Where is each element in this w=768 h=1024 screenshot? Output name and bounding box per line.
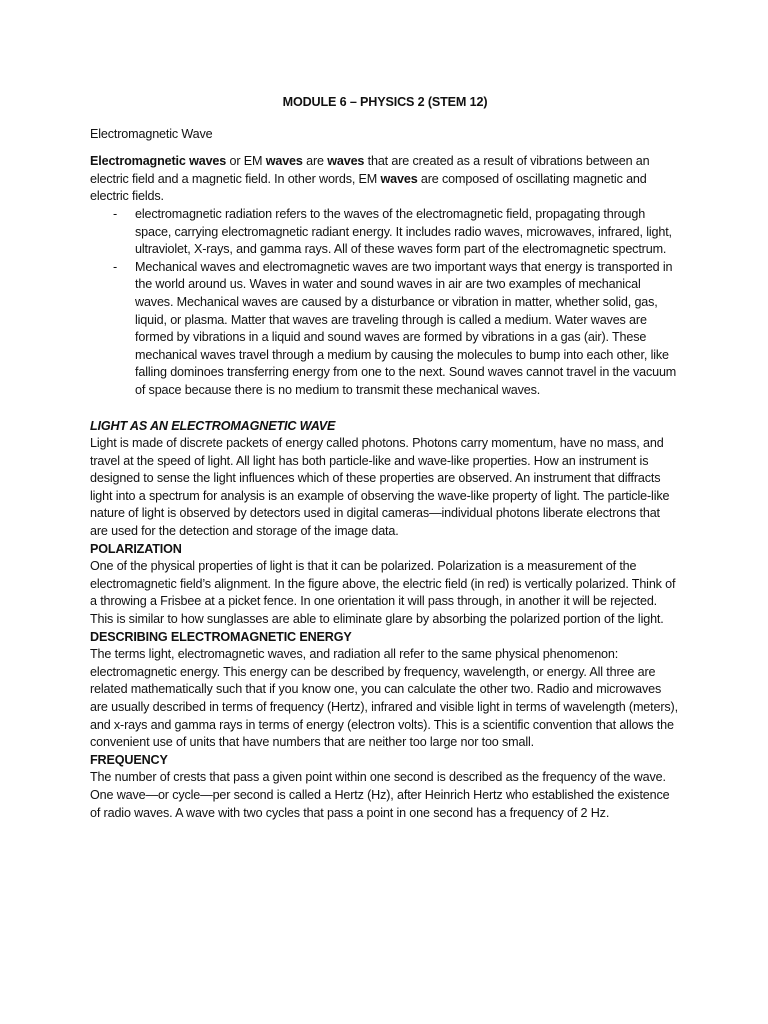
document-page [90, 94, 680, 822]
list-item-text: Mechanical waves and electromagnetic waves are two important ways that energy is transported in the world around us. Waves in water and sound waves in air are two examples of mechanical waves. Mechanical waves are caused by a disturbance or vibration in matter, whether solid, gas, liquid, or plasma. Matter that waves are traveling through is called a medium. Water waves are formed by vibrations in a liquid and sound waves are formed by vibrations in a gas (air). These mechanical waves travel through a medium by causing the molecules to bump into each other, like falling dominoes transferring energy from one to the next. Sound waves cannot travel in the vacuum of space because there is no medium to transmit these mechanical waves. [135, 259, 677, 397]
intro-bold-term: waves [380, 171, 418, 186]
page-subtitle: Electromagnetic Wave [90, 126, 213, 141]
section-heading-polarization: POLARIZATION [90, 541, 182, 556]
intro-text: are [302, 154, 328, 169]
list-item [90, 206, 680, 259]
intro-text: that are created as a result of vibrations between an electric field and a magnetic field. In other words, EM [90, 154, 650, 186]
intro-text: or EM [226, 154, 266, 169]
bullet-list [90, 206, 680, 400]
intro-paragraph [90, 153, 680, 206]
intro-text: are composed of oscillating magnetic and electric fields. [90, 171, 647, 204]
intro-bold-term: waves [265, 154, 303, 169]
list-item [90, 259, 680, 400]
intro-bold-term: Electromagnetic waves [90, 154, 227, 169]
bullet-dash: - [113, 206, 118, 221]
section-body-light: Light is made of discrete packets of energy called photons. Photons carry momentum, have no mass, and travel at the speed of light. All light has both particle-like and wave-like properties. How an instrument is designed to sense the light influences which of these properties are observed. An instrument that diffracts light into a spectrum for analysis is an example of observing the wave-like property of light. The particle-like nature of light is observed by detectors used in digital cameras—individual photons liberate electrons that are used for the detection and storage of the image data. [90, 436, 670, 539]
bullet-dash: - [113, 259, 118, 274]
section-body-em-energy: The terms light, electromagnetic waves, and radiation all refer to the same physical phenomenon: electromagnetic energy. This energy can be described by frequency, wavelength, or energy. All three are related mathematically such that if you know one, you can calculate the other two. Radio and microwaves are usually described in terms of frequency (Hertz), infrared and visible light in terms of wavelength (meters), and x-rays and gamma rays in terms of energy (electron volts). This is a scientific convention that allows the convenient use of units that have numbers that are neither too large nor too small. [90, 647, 678, 750]
section-heading-em-energy: DESCRIBING ELECTROMAGNETIC ENERGY [90, 629, 352, 644]
list-item-text: electromagnetic radiation refers to the waves of the electromagnetic field, propagating through space, carrying electromagnetic radiant energy. It includes radio waves, microwaves, infrared, light, ultraviolet, X-rays, and gamma rays. All of these waves form part of the electromagnetic spectrum. [135, 206, 672, 257]
section-heading-light: LIGHT AS AN ELECTROMAGNETIC WAVE [90, 418, 336, 433]
page-title: MODULE 6 – PHYSICS 2 (STEM 12) [282, 95, 488, 109]
intro-bold-term: waves [327, 154, 365, 169]
section-heading-frequency: FREQUENCY [90, 752, 168, 767]
section-body-frequency: The number of crests that pass a given point within one second is described as the frequency of the wave. One wave—or cycle—per second is called a Hertz (Hz), after Heinrich Hertz who established the existence of radio waves. A wave with two cycles that pass a point in one second has a frequency of 2 Hz. [90, 770, 670, 820]
section-body-polarization: One of the physical properties of light is that it can be polarized. Polarization is a measurement of the electromagnetic field’s alignment. In the figure above, the electric field (in red) is vertically polarized. Think of a throwing a Frisbee at a picket fence. In one orientation it will pass through, in another it will be rejected. This is similar to how sunglasses are able to eliminate glare by absorbing the polarized portion of the light. [90, 559, 676, 627]
